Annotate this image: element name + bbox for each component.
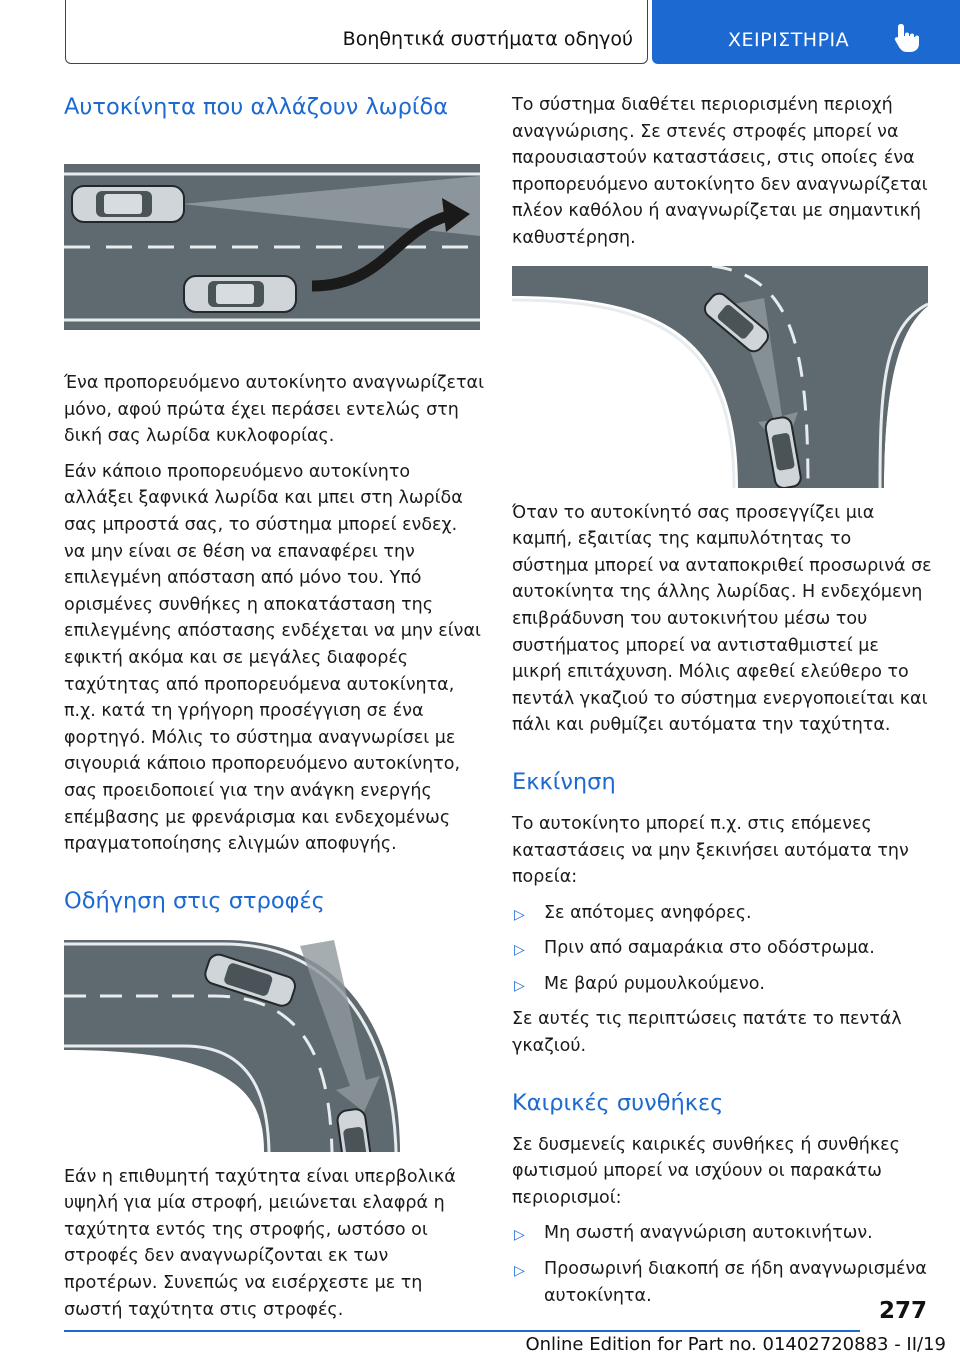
own-car — [184, 276, 296, 312]
curve-illustration — [64, 930, 480, 1152]
page-number: 277 — [878, 1298, 927, 1324]
heading-lane-change: Αυτοκίνητα που αλλάζουν λωρίδα — [64, 94, 449, 120]
paragraph-press-pedal: Σε αυτές τις περιπτώσεις πατάτε το πεντάλ γκαζιού. — [512, 1009, 902, 1057]
tight-curve-illustration — [512, 266, 928, 488]
heading-curves: Οδήγηση στις στροφές — [64, 887, 325, 914]
weather-limitations-list — [512, 1220, 932, 1309]
paragraph-approach-curve: Όταν το αυτοκίνητό σας προσεγγίζει μια καμπή, εξαιτίας της καμπυλότητας το σύστημα μπορεί να ανταποκριθεί προσωρινά σε αυτοκίνητα της άλλης λωρίδας. Η ενδεχόμενη επιβράδυνση του αυτοκινήτου μέσω του συστήματος μπορεί να αντισταθμιστεί με μικρή επιτάχυνση. Μόλις αφεθεί ελεύθερο το πεντάλ γκαζιού το σύστημα ενεργοποιείται και πάλι και ρυθμίζει αυτόματα την ταχύτητα. — [512, 502, 932, 736]
paragraph-curves: Εάν η επιθυμητή ταχύτητα είναι υπερβολικά υψηλή για μία στροφή, μειώνεται ελαφρά η ταχύτητα εντός της στροφής, ωστόσο οι στροφές δεν αναγνωρίζονται εκ των προτέρων. Συνεπώς να εισέρχεστε με τη σωστή ταχύτητα στις στροφές. — [64, 1166, 456, 1320]
list-item: ▷ Μη σωστή αναγνώριση αυτοκινήτων. — [512, 1220, 932, 1247]
lane-change-illustration — [64, 136, 480, 358]
triangle-bullet-icon: ▷ — [514, 1227, 525, 1244]
car-ahead — [72, 186, 184, 222]
paragraph-lane-2: Εάν κάποιο προπορευόμενο αυτοκίνητο αλλάξει ξαφνικά λωρίδα και μπει στη λωρίδα σας μπροστά σας, το σύστημα μπορεί ενδεχ. να μην είναι σε θέση να επαναφέρει την επιλεγμένη απόσταση από μόνο του. Υπό ορισμένες συνθήκες η αποκατάσταση της επιλεγμένης απόστασης ενδέχεται να μην είναι εφικτή ακόμα και σε μεγάλες διαφορές ταχύτητας από προπορευόμενα αυτοκίνητα, π.χ. κατά τη γρήγορη προσέγγιση σε ένα φορτηγό. Μόλις το σύστημα αναγνωρίσει με σιγουριά κάποιο προπορευόμενο αυτοκίνητο, σας προειδοποιεί για την ανάγκη ενεργής επέμβασης με φρενάρισμα και ενδεχομένως πραγματοποίησης ελιγμών αποφυγής. — [64, 461, 481, 855]
list-item: ▷ Σε απότομες ανηφόρες. — [512, 900, 932, 927]
heading-start: Εκκίνηση — [512, 768, 616, 795]
header-section-tab — [65, 0, 648, 64]
triangle-bullet-icon: ▷ — [514, 906, 525, 923]
paragraph-lane-1: Ένα προπορευόμενο αυτοκίνητο αναγνωρίζεται μόνο, αφού πρώτα έχει περάσει εντελώς στη δική σας λωρίδα κυκλοφορίας. — [64, 373, 485, 447]
paragraph-limited-range: Το σύστημα διαθέτει περιορισμένη περιοχή αναγνώρισης. Σε στενές στροφές μπορεί να παρουσιαστούν καταστάσεις, στις οποίες ένα προπορευόμενο αυτοκίνητο δεν αναγνωρίζεται πλέον καθόλου ή αναγνωρίζεται με σημαντική καθυστέρηση. — [512, 95, 928, 248]
triangle-bullet-icon: ▷ — [514, 942, 525, 959]
heading-weather: Καιρικές συνθήκες — [512, 1089, 724, 1116]
header-chapter-title: ΧΕΙΡΙΣΤΗΡΙΑ — [728, 29, 850, 51]
paragraph-start: Το αυτοκίνητο μπορεί π.χ. στις επόμενες καταστάσεις να μην ξεκινήσει αυτόματα την πορεία: — [512, 813, 909, 888]
footer-edition: Online Edition for Part no. 01402720883 - II/19 — [525, 1334, 946, 1355]
hand-pointer-icon — [892, 22, 922, 54]
triangle-bullet-icon: ▷ — [514, 1263, 525, 1280]
footer-divider — [64, 1330, 860, 1332]
header-chapter-tab[interactable] — [652, 0, 960, 64]
left-column — [64, 92, 484, 1332]
right-column — [512, 92, 932, 1318]
triangle-bullet-icon: ▷ — [514, 977, 525, 994]
list-item: ▷ Με βαρύ ρυμουλκούμενο. — [512, 971, 932, 998]
paragraph-weather: Σε δυσμενείς καιρικές συνθήκες ή συνθήκες φωτισμού μπορεί να ισχύουν οι παρακάτω περιορισμοί: — [512, 1134, 900, 1208]
start-conditions-list — [512, 900, 932, 998]
header-section-title: Βοηθητικά συστήματα οδηγού — [342, 28, 633, 50]
list-item: ▷ Πριν από σαμαράκια στο οδόστρωμα. — [512, 935, 932, 962]
list-item: ▷ Προσωρινή διακοπή σε ήδη αναγνωρισμένα αυτοκίνητα. — [514, 1259, 927, 1306]
